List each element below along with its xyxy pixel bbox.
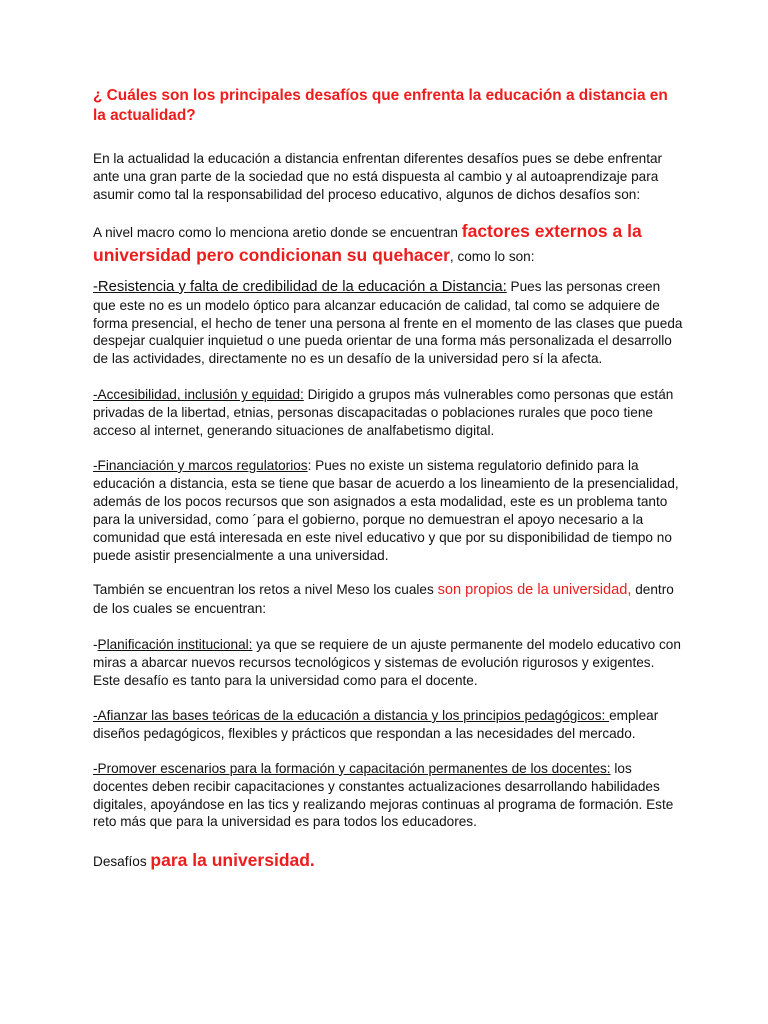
item-heading: Planificación institucional: [97,637,253,653]
item-body: emplear diseños pedagógicos, flexibles y prácticos que respondan a las necesidades del mercado. [93,707,659,741]
meso-highlight: son propios de la universidad, [437,582,632,599]
item-promover [93,760,683,832]
item-body: Dirigido a grupos más vulnerables como personas que están privadas de la libertad, etnias, personas discapacitadas o poblaciones rurales que poco tiene acceso al internet, generando situaciones de analfabetismo digital. [93,387,674,439]
item-heading: -Accesibilidad, inclusión y equidad: [93,387,304,403]
closing-highlight: para la universidad. [150,850,315,871]
closing-paragraph [93,848,683,872]
item-heading: -Afianzar las bases teóricas de la educación a distancia y los principios pedagógicos: [93,707,610,723]
closing-text: Desafíos [93,854,151,870]
meso-text: También se encuentran los retos a nivel Meso los cuales [93,582,438,598]
macro-highlight: factores externos a la universidad pero condicionan su quehacer [93,220,642,265]
macro-text-end: , como lo son: [449,248,535,264]
meso-paragraph [93,581,683,618]
item-prefix: - [93,637,98,653]
item-accesibilidad [93,386,683,440]
item-financiacion [93,457,683,564]
item-heading: -Financiación y marcos regulatorios [93,457,308,473]
document-body [93,86,683,872]
item-heading: -Resistencia y falta de credibilidad de la educación a Distancia: [93,278,507,295]
item-body: ya que se requiere de un ajuste permanente del modelo educativo con miras a abarcar nuevos recursos tecnológicos y sistemas de evolución rigurosos y exigentes. Este desafío es tanto para la universidad como para el docente. [93,637,681,689]
item-resistencia [93,278,683,369]
item-body: : Pues no existe un sistema regulatorio definido para la educación a distancia, esta se tiene que basar de acuerdo a los lineamiento de la presencialidad, además de los pocos recursos que son asignados a esta modalidad, este es un problema tanto para la universidad, como ´para el gobierno, porque no demuestran el apoyo necesario a la comunidad que está interesada en este nivel educativo y que por su disponibilidad de tiempo no puede asistir presencialmente a una universidad. [93,457,679,563]
document-title: ¿ Cuáles son los principales desafíos que enfrenta la educación a distancia en la actualidad? [93,87,668,124]
item-body: Pues las personas creen que este no es un modelo óptico para alcanzar educación de calidad, tal como se adquiere de forma presencial, el hecho de tener una persona al frente en el momento de las clases que pueda despejar cualquier inquietud o une pueda orientar de una forma más personalizada el desarrollo de las actividades, directamente no es un desafío de la universidad pero sí la afecta. [93,278,683,367]
item-planificacion [93,636,683,690]
item-heading: -Promover escenarios para la formación y capacitación permanentes de los docentes: [93,760,611,776]
item-afianzar [93,707,683,743]
intro-paragraph: En la actualidad la educación a distancia enfrentan diferentes desafíos pues se debe enfrentar ante una gran parte de la sociedad que no está dispuesta al cambio y al autoaprendizaje para asumir como tal la responsabilidad del proceso educativo, algunos de dichos desafíos son: [93,151,663,202]
meso-text-end: dentro de los cuales se encuentran: [93,582,674,617]
item-body: los docentes deben recibir capacitaciones y constantes actualizaciones desarrollando habilidades digitales, apoyándose en las tics y realizando mejoras continuas al programa de formación. Este reto más que para la universidad es para todos los educadores. [93,760,674,830]
macro-text: A nivel macro como lo menciona aretio donde se encuentran [93,224,462,240]
macro-paragraph [93,219,683,267]
